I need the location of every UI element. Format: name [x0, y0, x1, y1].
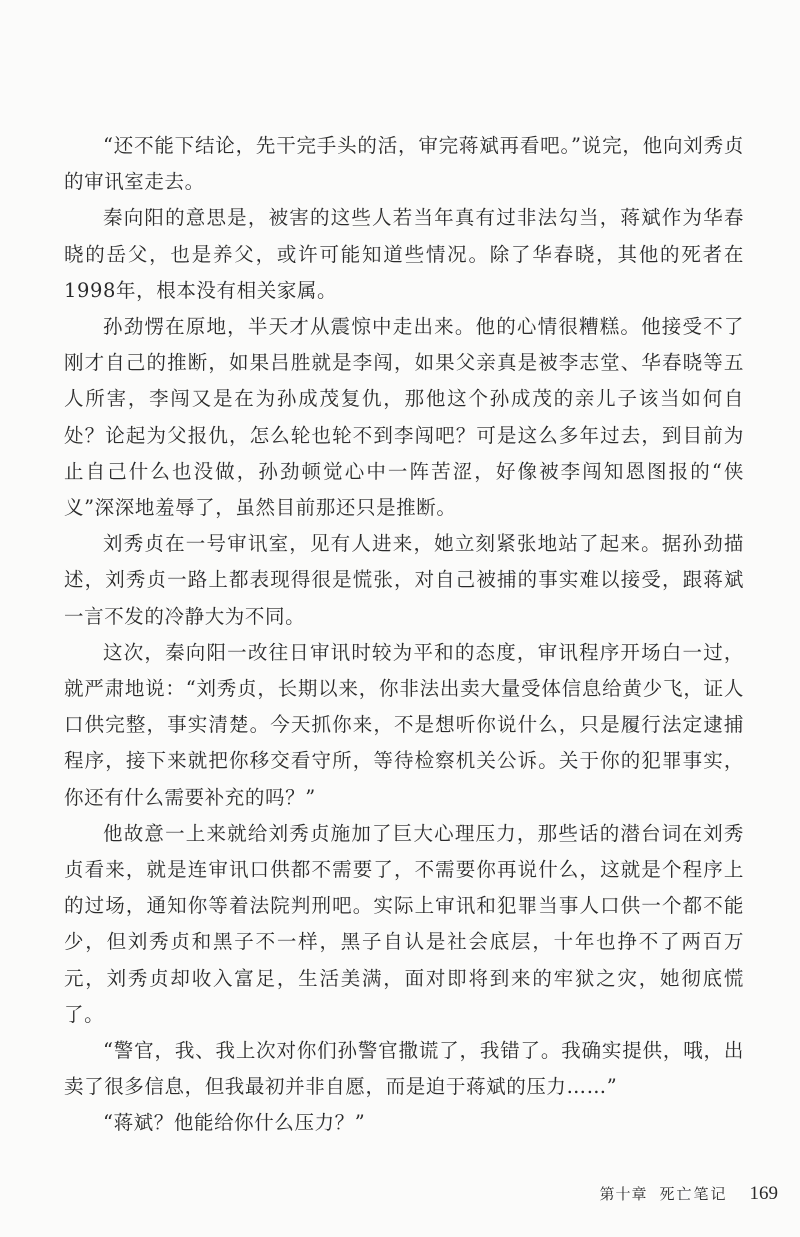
chapter-label: 第十章 [599, 1185, 648, 1203]
page-body [64, 128, 744, 1142]
paragraph-4: 刘秀贞在一号审讯室，见有人进来，她立刻紧张地站了起来。据孙劲描述，刘秀贞一路上都表现得很是慌张，对自己被捕的事实难以接受，跟蒋斌一言不发的冷静大为不同。 [64, 532, 744, 628]
paragraph-1: “还不能下结论，先干完手头的活，审完蒋斌再看吧。”说完，他向刘秀贞的审讯室走去。 [64, 134, 744, 194]
paragraph-5: 这次，秦向阳一改往日审讯时较为平和的态度，审讯程序开场白一过，就严肃地说：“刘秀贞，长期以来，你非法出卖大量受体信息给黄少飞，证人口供完整，事实清楚。今天抓你来，不是想听你说什么，只是履行法定逮捕程序，接下来就把你移交看守所，等待检察机关公诉。关于你的犯罪事实，你还有什么需要补充的吗？” [64, 640, 744, 809]
paragraph-3: 孙劲愣在原地，半天才从震惊中走出来。他的心情很糟糕。他接受不了刚才自己的推断，如果吕胜就是李闯，如果父亲真是被李志堂、华春晓等五人所害，李闯又是在为孙成茂复仇，那他这个孙成茂的亲儿子该当如何自处？论起为父报仇，怎么轮也轮不到李闯吧？可是这么多年过去，到目前为止自己什么也没做，孙劲顿觉心中一阵苦涩，好像被李闯知恩图报的“侠义”深深地羞辱了，虽然目前那还只是推断。 [64, 315, 744, 520]
paragraph-2: 秦向阳的意思是，被害的这些人若当年真有过非法勾当，蒋斌作为华春晓的岳父，也是养父，或许可能知道些情况。除了华春晓，其他的死者在1998年，根本没有相关家属。 [64, 206, 744, 302]
chapter-title: 死亡笔记 [659, 1185, 728, 1203]
paragraph-8: “蒋斌？他能给你什么压力？” [103, 1111, 366, 1135]
paragraph-7: “警官，我、我上次对你们孙警官撒谎了，我错了。我确实提供，哦，出卖了很多信息，但我最初并非自愿，而是迫于蒋斌的压力……” [64, 1039, 744, 1099]
paragraph-6: 他故意一上来就给刘秀贞施加了巨大心理压力，那些话的潜台词在刘秀贞看来，就是连审讯口供都不需要了，不需要你再说什么，这就是个程序上的过场，通知你等着法院判刑吧。实际上审讯和犯罪当事人口供一个都不能少，但刘秀贞和黑子不一样，黑子自认是社会底层，十年也挣不了两百万元，刘秀贞却收入富足，生活美满，面对即将到来的牢狱之灾，她彻底慌了。 [64, 821, 744, 1026]
page-number: 169 [749, 1183, 778, 1204]
running-footer [599, 1183, 778, 1205]
